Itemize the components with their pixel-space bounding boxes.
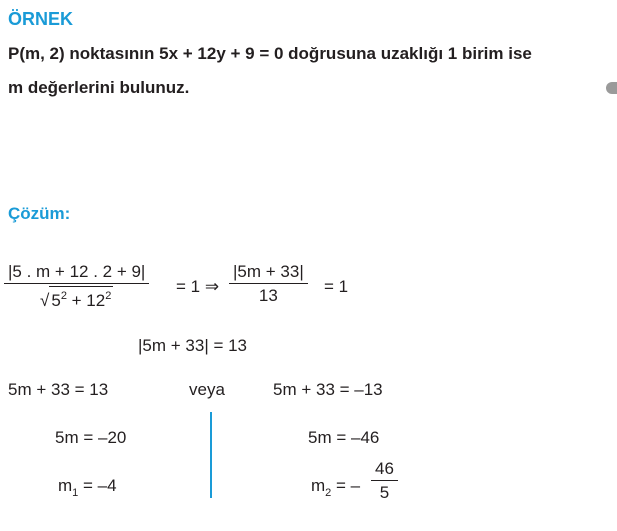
simplified-fraction [229, 262, 308, 305]
solution-heading: Çözüm: [8, 204, 71, 223]
right-frac-num: 46 [371, 459, 398, 481]
problem-line-2: m değerlerini bulunuz. [8, 78, 190, 97]
radicand [49, 286, 113, 310]
right-result-var: m [311, 476, 326, 495]
page-edge-tab [606, 82, 617, 94]
left-result-sub: 1 [72, 487, 79, 499]
simplified-numerator: |5m + 33| [229, 262, 308, 284]
right-case: 5m + 33 = –13 [273, 380, 383, 399]
case-divider [210, 412, 212, 498]
left-result [58, 476, 117, 499]
equals-one-implies: = 1 ⇒ [176, 277, 220, 296]
left-result-var: m [58, 476, 73, 495]
right-result-fraction [371, 459, 398, 502]
distance-numerator: |5 . m + 12 . 2 + 9| [4, 262, 149, 284]
radicand-b-exponent: 2 [105, 290, 112, 302]
right-simplify: 5m = –46 [308, 428, 380, 447]
problem-line-1: P(m, 2) noktasının 5x + 12y + 9 = 0 doğrusuna uzaklığı 1 birim ise [8, 44, 532, 63]
right-result-eq: = – [331, 476, 361, 495]
distance-fraction [4, 262, 149, 310]
left-result-value: = –4 [78, 476, 117, 495]
radicand-plus-b: + 12 [66, 291, 106, 310]
example-heading: ÖRNEK [8, 9, 74, 29]
equals-one: = 1 [324, 277, 349, 296]
radicand-a-exponent: 2 [60, 290, 67, 302]
right-result [311, 476, 360, 499]
simplified-denominator: 13 [258, 286, 278, 305]
connector-veya: veya [189, 380, 225, 399]
right-frac-den: 5 [379, 483, 390, 502]
radical-sign: √ [40, 291, 50, 310]
right-result-sub: 2 [325, 487, 332, 499]
distance-denominator [40, 284, 113, 310]
left-simplify: 5m = –20 [55, 428, 127, 447]
radicand-a: 5 [51, 291, 61, 310]
absolute-equation: |5m + 33| = 13 [138, 336, 248, 355]
left-case: 5m + 33 = 13 [8, 380, 109, 399]
